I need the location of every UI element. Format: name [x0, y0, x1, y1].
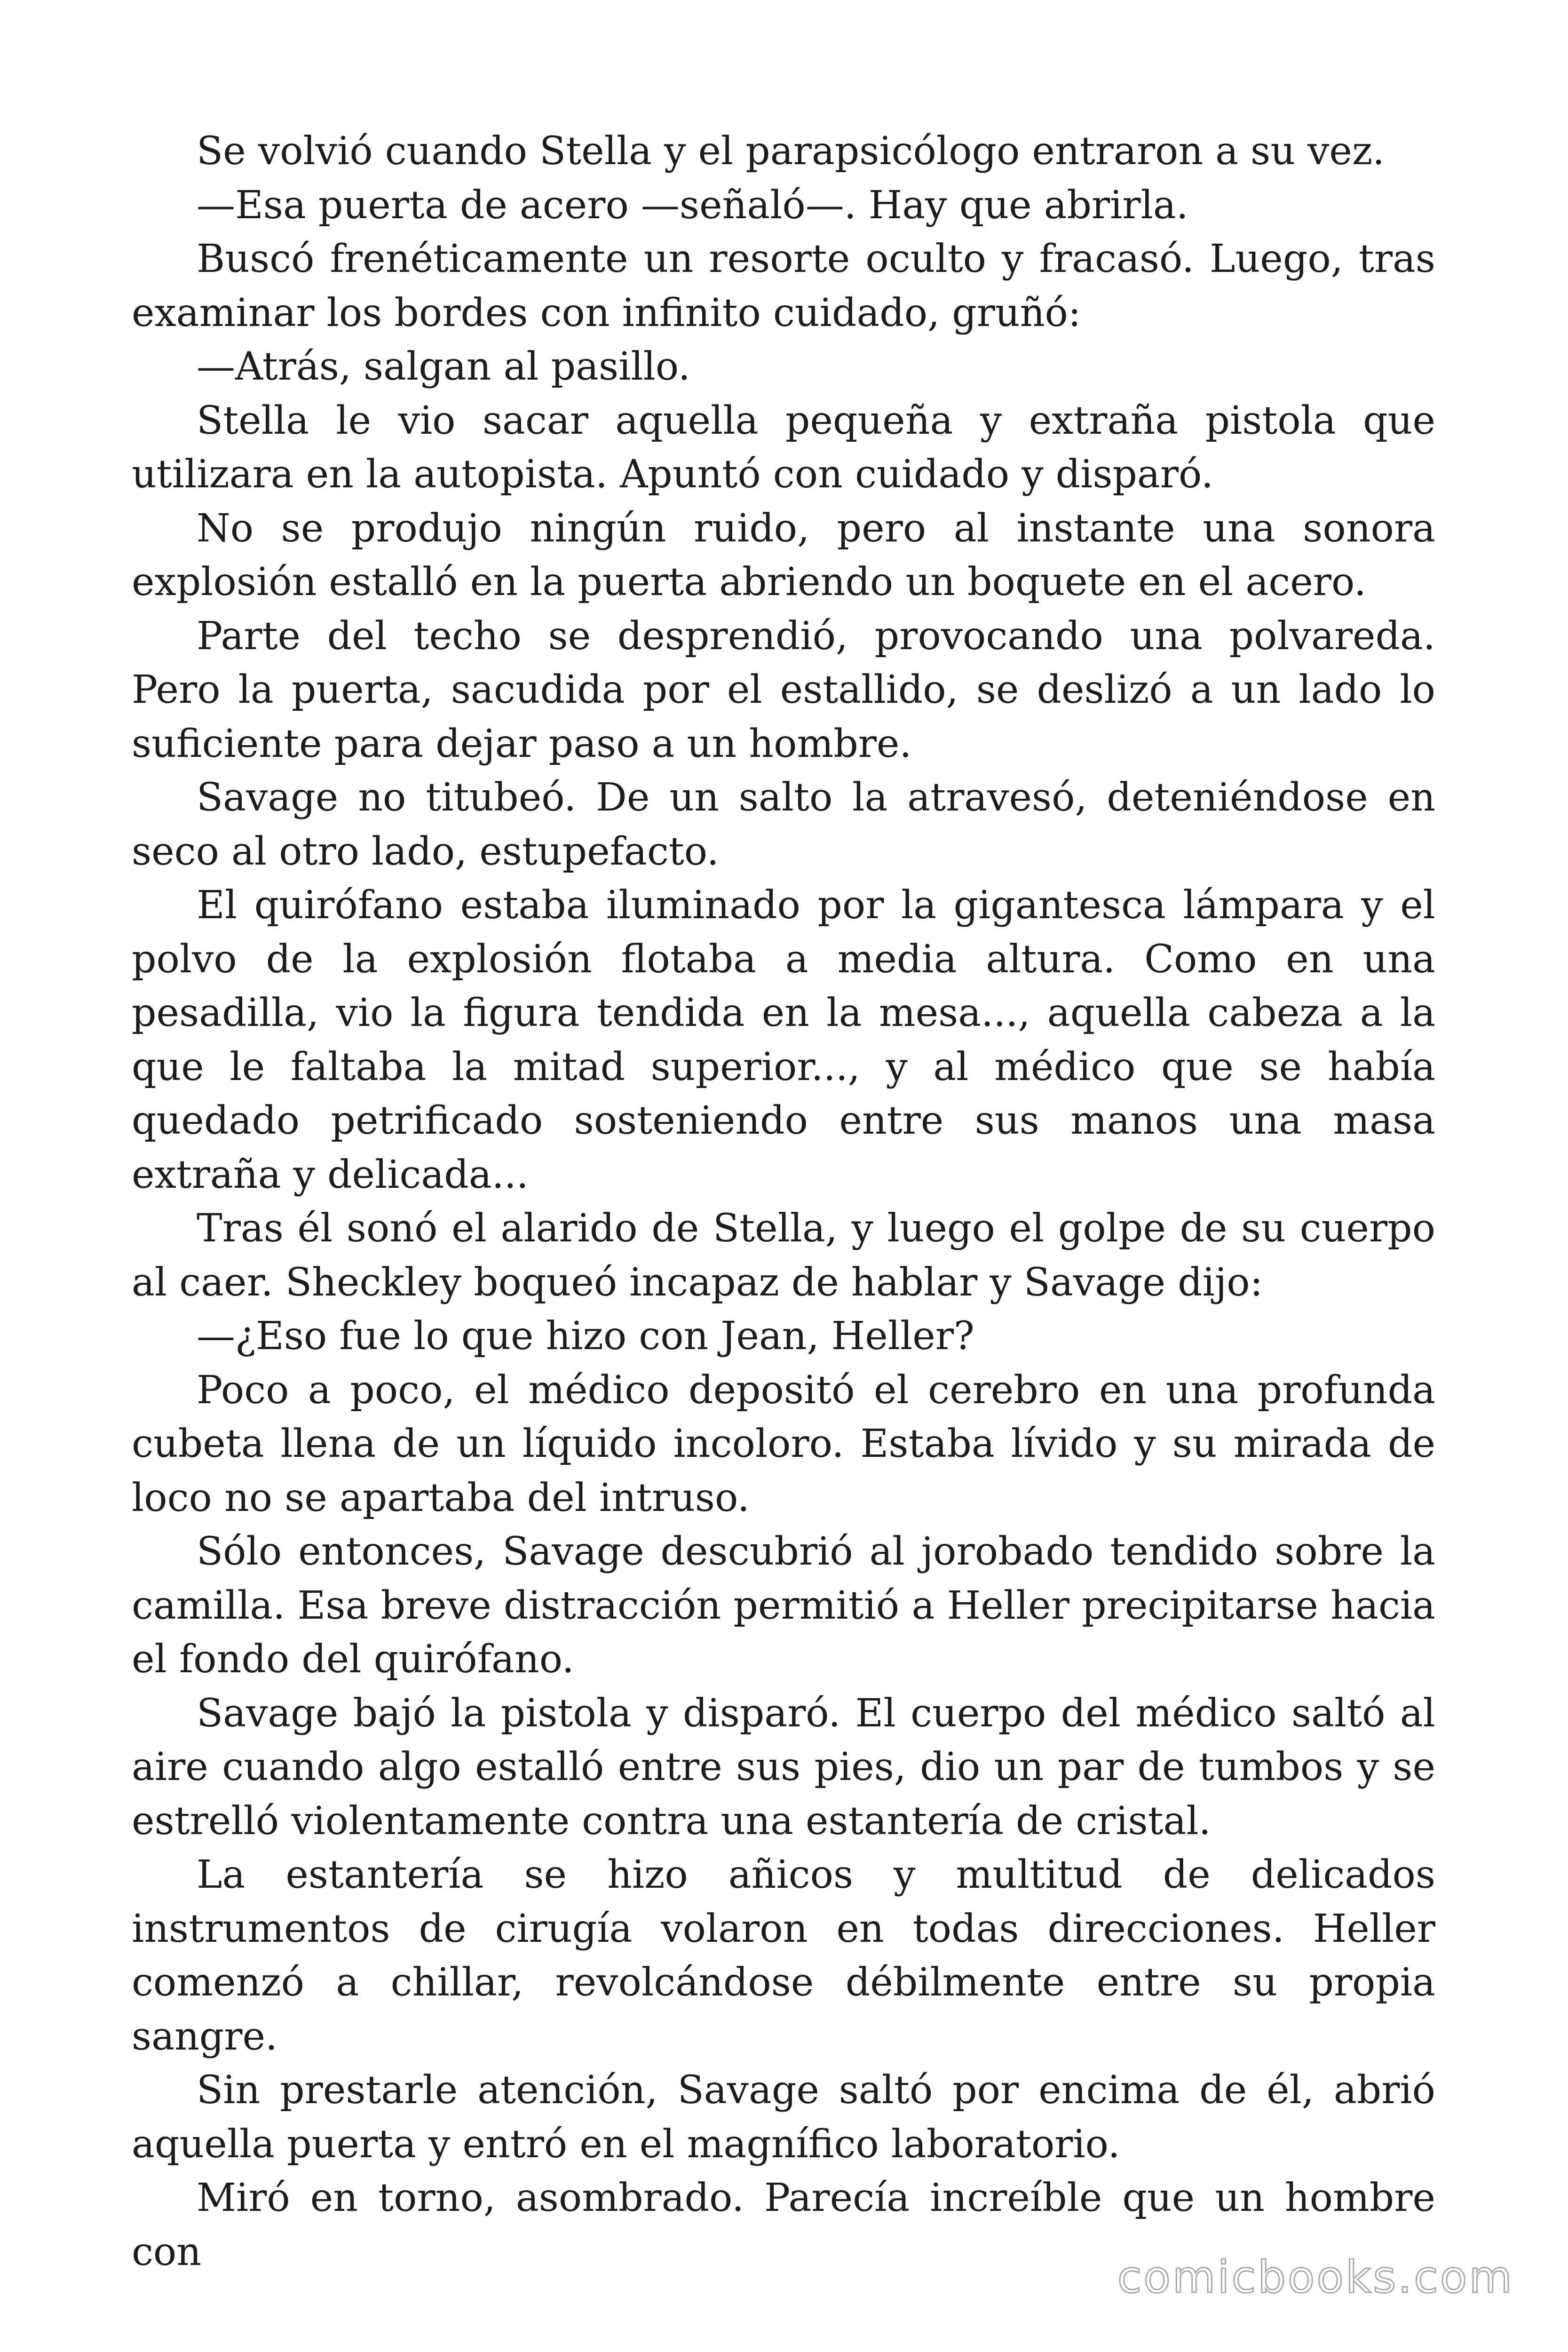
paragraph: Stella le vio sacar aquella pequeña y extraña pistola que utilizara en la autopista. Apuntó con cuidado y disparó. [132, 398, 1435, 497]
paragraph: Parte del techo se desprendió, provocando una polvareda. Pero la puerta, sacudida por el estallido, se deslizó a un lado lo suficiente para dejar paso a un hombre. [132, 613, 1435, 766]
paragraph: Buscó frenéticamente un resorte oculto y fracasó. Luego, tras examinar los bordes con infinito cuidado, gruñó: [132, 237, 1435, 335]
paragraph: —Esa puerta de acero —señaló—. Hay que abrirla. [197, 183, 1188, 228]
paragraph: Sin prestarle atención, Savage saltó por encima de él, abrió aquella puerta y entró en el magnífico laboratorio. [132, 2068, 1435, 2167]
paragraph: Sólo entonces, Savage descubrió al jorobado tendido sobre la camilla. Esa breve distracción permitió a Heller precipitarse hacia el fondo del quirófano. [132, 1529, 1435, 1682]
paragraph: Miró en torno, asombrado. Parecía increíble que un hombre con [132, 2176, 1435, 2274]
paragraph: El quirófano estaba iluminado por la gigantesca lámpara y el polvo de la explosión flotaba a media altura. Como en una pesadilla, vio la figura tendida en la mesa..., aquella cabeza a la que le faltaba la mitad superior..., y al médico que se había quedado petrificado sosteniendo entre sus manos una masa extraña y delicada... [132, 883, 1435, 1197]
paragraph: —Atrás, salgan al pasillo. [197, 344, 690, 389]
body-text [132, 125, 1435, 2279]
paragraph: No se produjo ningún ruido, pero al instante una sonora explosión estalló en la puerta abriendo un boquete en el acero. [132, 506, 1435, 604]
paragraph: La estantería se hizo añicos y multitud de delicados instrumentos de cirugía volaron en todas direcciones. Heller comenzó a chillar, revolcándose débilmente entre su propia sangre. [132, 1852, 1435, 2059]
paragraph: Poco a poco, el médico depositó el cerebro en una profunda cubeta llena de un líquido incoloro. Estaba lívido y su mirada de loco no se apartaba del intruso. [132, 1367, 1435, 1520]
paragraph: —¿Eso fue lo que hizo con Jean, Heller? [197, 1314, 974, 1359]
paragraph: Se volvió cuando Stella y el parapsicólogo entraron a su vez. [197, 129, 1385, 174]
paragraph: Savage no titubeó. De un salto la atravesó, deteniéndose en seco al otro lado, estupefacto. [132, 775, 1435, 874]
watermark-logo: comicbooks.com [1117, 2252, 1514, 2303]
paragraph: Savage bajó la pistola y disparó. El cuerpo del médico saltó al aire cuando algo estalló entre sus pies, dio un par de tumbos y se estrelló violentamente contra una estantería de cristal. [132, 1691, 1435, 1843]
paragraph: Tras él sonó el alarido de Stella, y luego el golpe de su cuerpo al caer. Sheckley boqueó incapaz de hablar y Savage dijo: [132, 1206, 1435, 1305]
